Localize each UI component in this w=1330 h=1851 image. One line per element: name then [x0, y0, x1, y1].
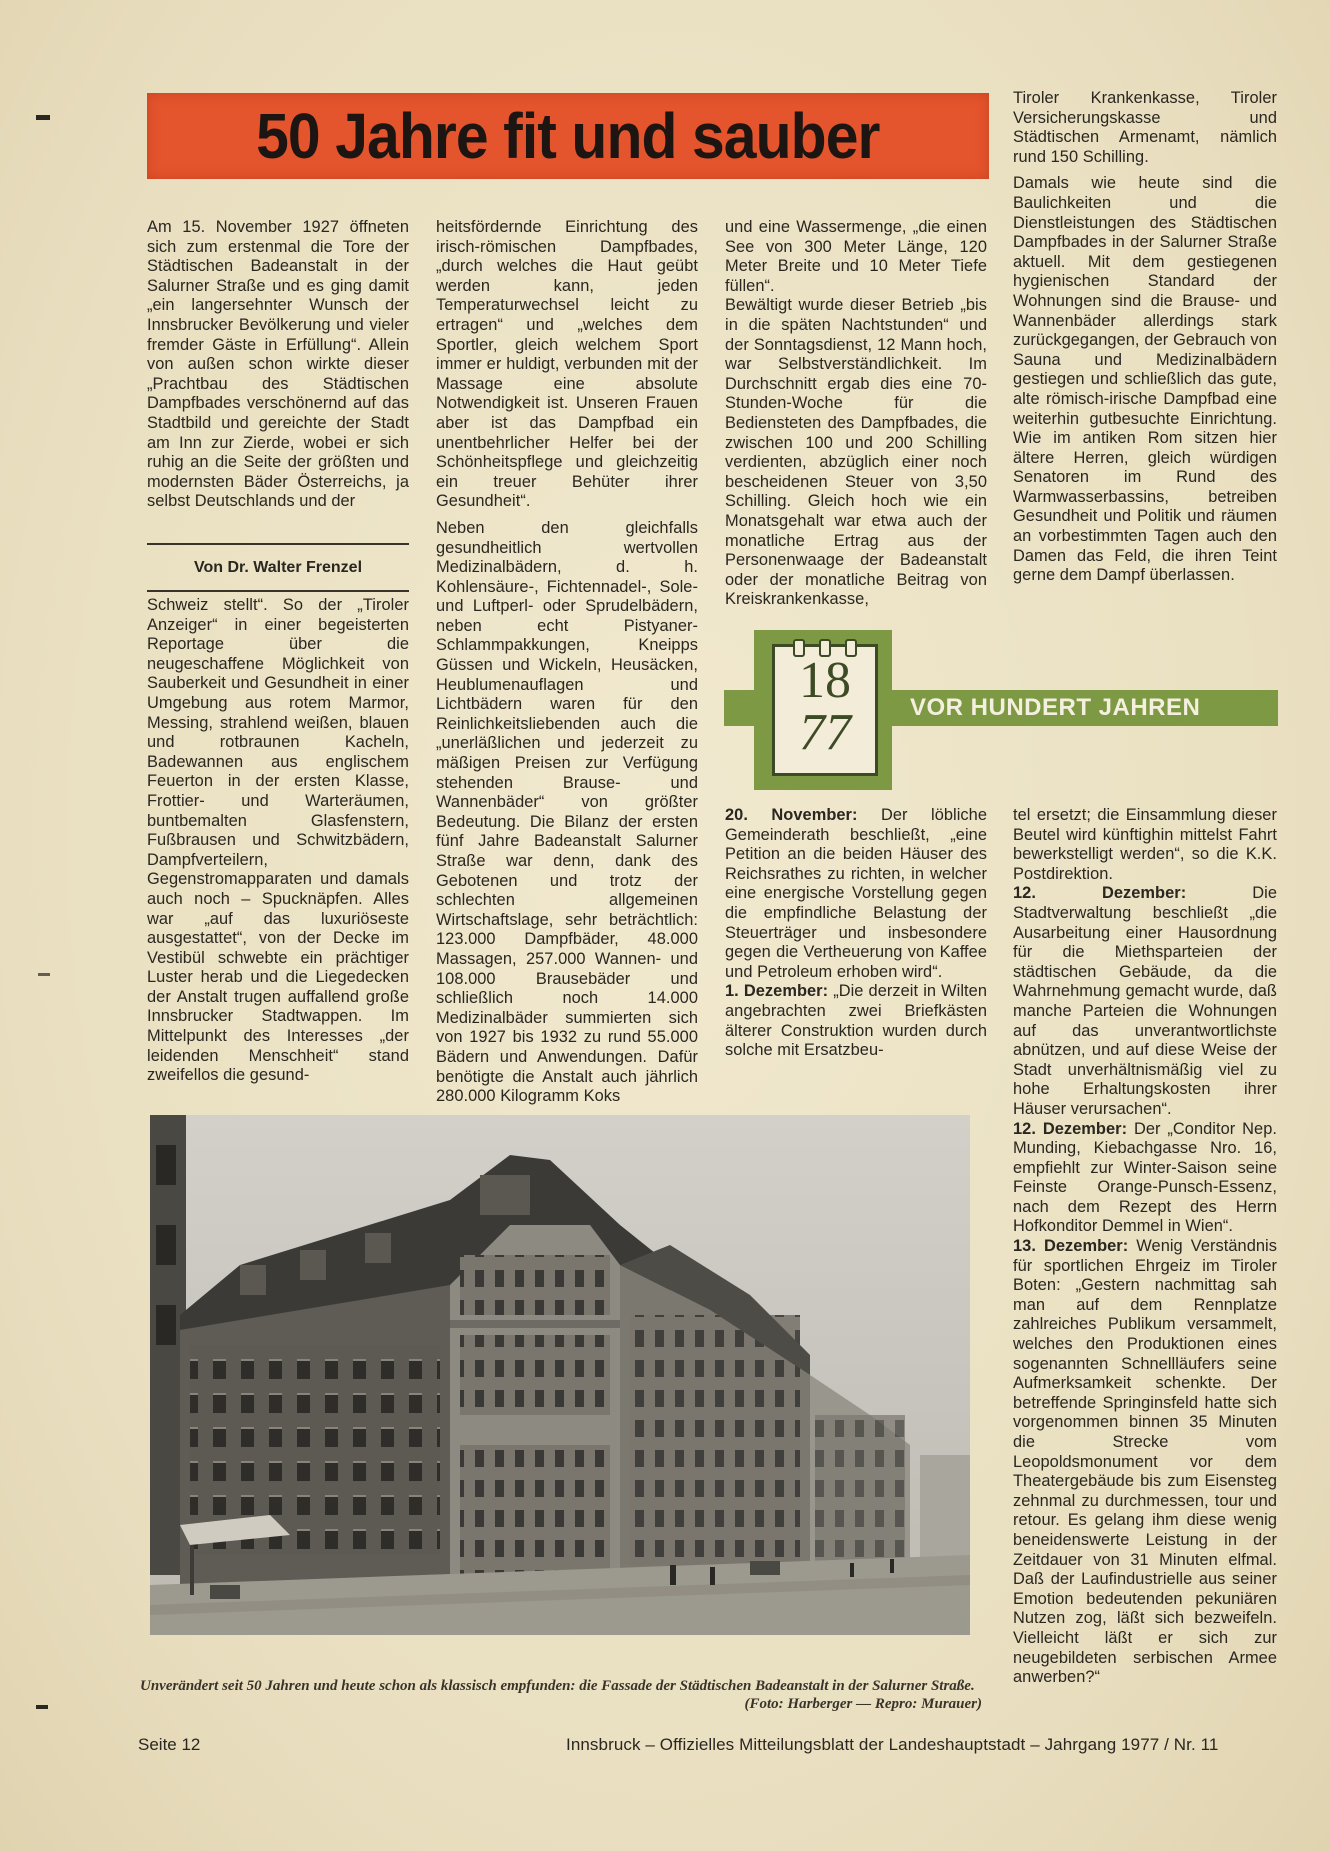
history-entry-date: 12. Dezember:	[1013, 884, 1187, 903]
article-column-3	[725, 218, 987, 617]
headline-text: 50 Jahre fit und sauber	[256, 100, 880, 172]
article-paragraph: Damals wie heute sind die Baulichkeiten und die Dienstleistungen des Städtischen Dampfbades in der Salurner Straße aktuell. Mit dem gestiegenen hygienischen Standard der Wohnungen sind die Brause- und Wannenbäder allerdings stark zurückgegangen, der Gebrauch von Sauna und Medizinalbädern gestiegen und schließlich das gute, alte römisch-irische Dampfbad eine weiterhin gutbesuchte Einrichtung. Wie im antiken Rom sitzen hier ältere Herren, gleich würdigen Senatoren im Rund des Warmwasserbassins, betreiben Gesundheit und Politik und räumen an vorbestimmten Tagen auch den Damen das Feld, die ihren Teint gerne dem Dampf überlassen.	[1013, 174, 1277, 585]
history-entry	[1013, 1120, 1277, 1238]
article-paragraph: Am 15. November 1927 öffneten sich zum erstenmal die Tore der Städtischen Badeanstalt in der Salurner Straße und es ging damit „ein langersehnter Wunsch der Innsbrucker Bevölkerung und vieler fremder Gäste in Erfüllung“. Allein von außen schon wirkte dieser „Prachtbau des Städtischen Dampfbades verschönernd auf das Stadtbild und gereichte der Stadt am Inn zur Zierde, wobei er sich ruhig an die Seite der größten und modernsten Bäder Österreichs, ja selbst Deutschlands und der	[147, 218, 409, 511]
calendar-year-top: 18	[799, 652, 851, 709]
article-column-4	[1013, 89, 1277, 593]
margin-mark	[38, 973, 50, 976]
history-entry-date: 12. Dezember:	[1013, 1119, 1128, 1138]
byline-text: Von Dr. Walter Frenzel	[193, 558, 363, 576]
history-entry-text: „Die derzeit in Wilten angebrachten zwei Briefkästen älterer Construktion wurden durch solche mit Ersatzbeu-	[725, 982, 987, 1060]
history-entry-text: Die Stadtverwaltung beschließt „die Ausarbeitung einer Hausordnung für die Miethsparteien der städtischen Gebäude, da die Wahrnehmung gemacht wurde, daß manche Parteien die Wohnungen auf das unverantwortlichste abnützen, und auf diese Weise der Stadt unverhältnismäßig viel zu hohe Erhaltungskosten ihrer Häuser verursachen“.	[1013, 884, 1277, 1118]
byline	[147, 543, 409, 592]
history-entry-date: 13. Dezember:	[1013, 1237, 1129, 1256]
history-entry	[725, 982, 987, 1060]
article-column-1-top	[147, 218, 409, 519]
calendar-badge	[754, 630, 892, 790]
history-entry-text: Wenig Verständnis für sportlichen Ehrgeiz im Tiroler Boten: „Gestern nachmittag sah man auf dem Rennplatze zahlreiches Publikum versammelt, welches den Produktionen eines sogenannten Schnellläufers seine Aufmerksamkeit schenkte. Der betreffende Springinsfeld hatte sich vorgenommen binnen 35 Minuten die Strecke vom Leopoldsmonument vor dem Theatergebäude bis zum Eisensteg zehnmal zu durchmessen, tour und retour. Es gelang ihm diese wenig beneidenswerte Leistung in der Zeitdauer von 31 Minuten elfmal. Daß der Laufindustrielle aus seiner Emotion bedeutenden pekuniären Nutzen zog, läßt sich bezweifeln. Vielleicht läßt er sich zur neugebildeten serbischen Armee anwerben?“	[1013, 1237, 1277, 1687]
article-paragraph: Neben den gleichfalls gesundheitlich wertvollen Medizinalbädern, d. h. Kohlensäure-, Fichtennadel-, Sole- und Luftperl- oder Sprudelbädern, neben echt Pistyaner-Schlammpakkungen, Kneipps Güssen und Wickeln, Heusäcken, Heublumenauflagen und Lichtbädern waren für den Reinlichkeitsliebenden auch die „unerläßlichen und jederzeit zu mäßigen Preisen zur Verfügung stehenden Brause- und Wannenbäder“ von größter Bedeutung. Die Bilanz der ersten fünf Jahre Badeanstalt Salurner Straße war denn, dank des Gebotenen und trotz der schlechten allgemeinen Wirtschaftslage, sehr beträchtlich: 123.000 Dampfbäder, 48.000 Massagen, 257.000 Wannen- und 108.000 Brausebäder und schließlich noch 14.000 Medizinalbäder summierten sich von 1927 bis 1932 zu rund 55.000 Bädern und Anwendungen. Dafür benötigte die Anstalt auch jährlich 280.000 Kilogramm Koks	[436, 518, 698, 1106]
article-column-1-bottom	[147, 596, 409, 1093]
article-paragraph: Schweiz stellt“. So der „Tiroler Anzeiger“ in einer begeisterten Reportage über die neugeschaffene Möglichkeit von Sauberkeit und Gesundheit in einer Umgebung aus rotem Marmor, Messing, strahlend weißen, blauen und rotbraunen Kacheln, Badewannen aus englischem Feuerton in der ersten Klasse, Frottier- und Warteräumen, buntbemalten Glasfenstern, Fußbrausen und Schwitzbädern, Dampfverteilern, Gegenstromapparaten und damals auch noch – Spucknäpfen. Alles war „auf das luxuriöseste ausgestattet“, von der Decke im Vestibül schwebte ein prächtiger Luster herab und die Liegedecken der Anstalt trugen auffallend große Innsbrucker Stadtwappen. Im Mittelpunkt des Interesses „der leidenden Menschheit“ stand zweifellos die gesund-	[147, 596, 409, 1085]
article-paragraph: und eine Wassermenge, „die einen See von 300 Meter Länge, 120 Meter Breite und 10 Meter Tiefe füllen“.	[725, 218, 987, 295]
history-entry	[725, 806, 987, 982]
article-paragraph: Bewältigt wurde dieser Betrieb „bis in die späten Nachtstunden“ und der Sonntagsdienst, 12 Mann hoch, war Selbstverständlichkeit. Im Durchschnitt ergab dies eine 70-Stunden-Woche für die Bediensteten des Dampfbades, die zwischen 100 und 200 Schilling verdienten, abzüglich einer noch bescheidenen Steuer von 3,50 Schilling. Gleich hoch wie ein Monatsgehalt war etwa auch der monatliche Ertrag aus der Personenwaage der Badeanstalt oder der monatliche Beitrag von Kreiskrankenkasse,	[725, 296, 987, 609]
history-entry-continued: tel ersetzt; die Einsammlung dieser Beutel wird künftighin mittelst Fahrt bewerkstelligt werden“, so die K.K. Postdirektion.	[1013, 806, 1277, 883]
publication-footer: Innsbruck – Offizielles Mitteilungsblatt der Landeshauptstadt – Jahrgang 1977 / Nr. 11	[566, 1735, 1219, 1754]
history-section-title: VOR HUNDERT JAHREN	[910, 694, 1201, 721]
article-paragraph: heitsfördernde Einrichtung des irisch-römischen Dampfbades, „durch welches die Haut geübt werden kann, jeden Temperaturwechsel leicht zu ertragen“ und „welches dem Sportler, gleich welchem Sport immer er huldigt, verbunden mit der Massage eine absolute Notwendigkeit ist. Unseren Frauen aber ist das Dampfbad ein unentbehrlicher Helfer bei der Schönheitspflege und gleichzeitig ein treuer Behüter ihrer Gesundheit“.	[436, 218, 698, 511]
calendar-year-bottom: 77	[799, 704, 851, 761]
history-column-left	[725, 806, 987, 1061]
photo-caption	[140, 1677, 982, 1713]
article-column-2	[436, 218, 698, 1114]
building-photo	[150, 1115, 970, 1635]
history-entry	[1013, 1237, 1277, 1688]
calendar-icon	[772, 644, 878, 776]
history-entry-date: 20. November:	[725, 806, 858, 824]
article-paragraph: Tiroler Krankenkasse, Tiroler Versicherungskasse und Städtischen Armenamt, nämlich rund 150 Schilling.	[1013, 89, 1277, 166]
history-entry-text: Der „Conditor Nep. Munding, Kiebachgasse Nro. 16, empfiehlt zur Winter-Saison seine Feinste Orange-Punsch-Essenz, nach dem Rezept des Herrn Hofkonditor Demmel in Wien“.	[1013, 1119, 1277, 1236]
history-entry	[1013, 884, 1277, 1119]
history-entry-text: Der löbliche Gemeinderath beschließt, „eine Petition an die beiden Häuser des Reichsrathes zu richten, in welcher eine energische Vorstellung gegen die empfindliche Belastung der Steuerträger und insbesondere gegen die Vertheuerung von Kaffee und Petroleum erhoben wird“.	[725, 806, 987, 981]
caption-text: Unverändert seit 50 Jahren und heute schon als klassisch empfunden: die Fassade der Städtischen Badeanstalt in der Salurner Straße.	[140, 1678, 975, 1694]
history-entry-date: 1. Dezember:	[725, 982, 829, 1001]
history-column-right	[1013, 806, 1277, 1688]
margin-mark	[36, 115, 50, 120]
headline-banner	[147, 93, 989, 179]
margin-mark	[36, 1705, 48, 1709]
building-illustration	[150, 1115, 970, 1635]
page-number: Seite 12	[138, 1735, 201, 1754]
photo-credit: (Foto: Harberger — Repro: Murauer)	[744, 1696, 982, 1712]
